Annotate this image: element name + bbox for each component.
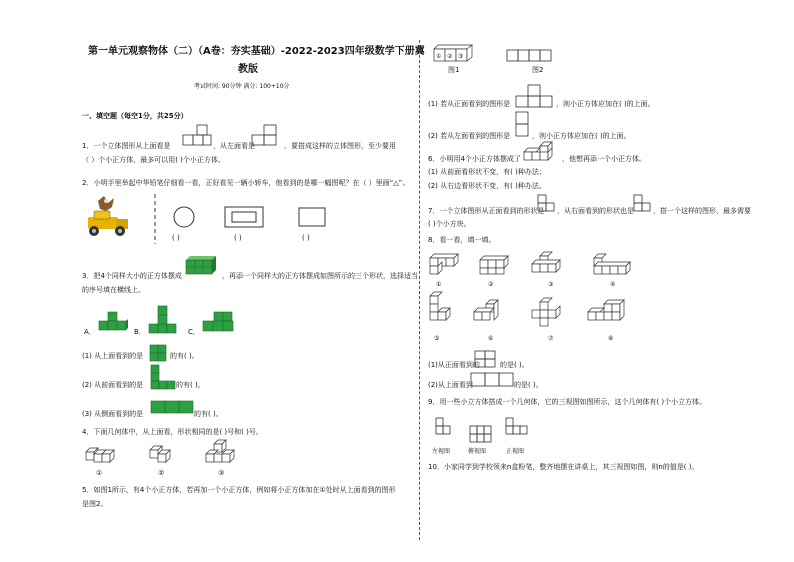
q3-text-c: 的序号填在横线上。 [82, 286, 145, 294]
q3-front-view-icon [150, 364, 176, 392]
q1-text-d: （ ）个小正方体，最多可以用( )个小正方体。 [82, 156, 225, 164]
option-a-label: A． [84, 328, 96, 336]
q5-sub2-b: ，则小正方体应加在( )的上面。 [532, 132, 631, 140]
option-b-label: B． [134, 328, 146, 336]
rectangle-option-icon [298, 207, 326, 227]
figure2-squares [506, 48, 552, 64]
exam-meta: 考试时间: 90分钟 满分: 100+10分 [194, 83, 290, 90]
q4-solid-1-cubes [84, 446, 124, 466]
q5-sub2-a: (2) 若从左面看到的图形是 [428, 132, 511, 140]
q1-text-a: 1．一个立体图形从上面看是 [82, 142, 171, 150]
q5-sub2-shape [514, 110, 534, 140]
q8-label-1: ① [436, 281, 442, 288]
q3-sub1-a: (1) 从上面看到的是 [82, 352, 144, 360]
q3-text-b: ，再添一个同样大的正方体摆成如图所示的三个形状，选择适当 [222, 272, 418, 280]
figure1-cell-2: ② [447, 53, 453, 60]
figure2-caption: 图2 [532, 66, 544, 74]
q1-text-c: ，要搭成这样的立体图形，至少要用 [284, 142, 396, 150]
shape-c-green-cubes [202, 310, 238, 336]
q4-number-1: ① [96, 469, 103, 477]
q5-text-b: 是图2。 [82, 500, 108, 508]
q8-row2-solids [428, 292, 638, 332]
q6-text-b: ，他想再添一个小正方体。 [562, 155, 646, 163]
q8-label-6: ⑥ [488, 335, 494, 342]
q7-front-view-icon [536, 194, 556, 214]
shape-b-green-cubes [148, 304, 178, 336]
q8-label-4: ④ [610, 281, 616, 288]
figure1-cell-1: ① [436, 53, 442, 60]
q8-label-2: ② [488, 281, 494, 288]
q9-three-views [434, 416, 544, 444]
q8-sub2-a: (2)从上面看到 [428, 381, 473, 389]
q7-right-view-icon [632, 194, 652, 214]
nested-rectangle-option-icon [224, 206, 264, 228]
q1-top-view-icon [182, 124, 212, 148]
q3-top-view-icon [149, 344, 169, 362]
q6-text-a: 6．小明用4个小正方体摆成了 [428, 155, 521, 163]
q8-label-7: ⑦ [548, 335, 554, 342]
dashed-separator [152, 194, 158, 244]
q7-text-d: ( )个小方块。 [428, 220, 471, 228]
q3-sub3-a: (3) 从侧面看到的是 [82, 410, 144, 418]
figure1-caption: 图1 [448, 66, 460, 74]
option-c-label: C． [188, 328, 200, 336]
q2-blank-1: ( ) [172, 234, 180, 242]
q4-text: 4．下面几何体中，从上面看，形状相同的是( )号和( )号。 [82, 428, 263, 436]
q9-left-view-caption: 左视图 [432, 448, 451, 455]
page-title-line2: 教版 [238, 64, 258, 75]
section-heading: 一、填空题（每空1分，共25分） [82, 112, 188, 120]
q8-sub2-b: 的是( )。 [514, 381, 543, 389]
q2-blank-2: ( ) [234, 234, 242, 242]
q6-sub1: (1) 从前面看形状不变，有( )种办法； [428, 168, 546, 176]
q9-top-view-caption: 俯视图 [468, 448, 487, 455]
q8-sub1-a: (1)从正面看到的 [428, 361, 480, 369]
q1-left-view-icon [250, 124, 280, 148]
q7-text-c: ，搭一个这样的图形，最多需要 [653, 207, 751, 215]
q8-label-5: ⑤ [434, 335, 440, 342]
q3-sub2-a: (2) 从前面看到的是 [82, 381, 144, 389]
column-divider [419, 40, 420, 540]
shape-a-green-cubes [98, 310, 128, 336]
q8-text: 8．看一看，填一填。 [428, 236, 496, 244]
q10-text: 10．小家同学到学校领来n盒粉笔，整齐地摆在讲桌上，其三视图如图，则n的值是( )。 [428, 463, 699, 471]
q3-text-a: 3．把4个同样大小的正方体摆成 [82, 272, 182, 280]
q7-text-b: ，从右面看到的形状也是 [557, 207, 634, 215]
q3-sub2-b: 的有( )。 [176, 381, 205, 389]
q7-text-a: 7．一个立体图形从正面看到的形状是 [428, 207, 545, 215]
q8-label-3: ③ [548, 281, 554, 288]
q6-sub2: (2) 从右边看形状不变，有( )种办法。 [428, 182, 546, 190]
q4-number-2: ② [158, 469, 165, 477]
q3-sub3-b: 的有( )。 [194, 410, 223, 418]
q6-cubes-icon [522, 142, 562, 162]
q8-top-view-shape [470, 372, 514, 388]
q5-sub1-b: ，则小正方体应加在( )的上面。 [556, 100, 655, 108]
q2-blank-3: ( ) [302, 234, 310, 242]
q2-text: 2．小明手里举起中华铅笔仔细看一看，正好看见一辆小轿车，他看到的是哪一幅图呢？在（ ）里画“△”。 [82, 179, 410, 187]
four-green-cubes-icon [186, 256, 218, 276]
q1-text-b: ，从左面看是 [213, 142, 255, 150]
q8-sub1-b: 的是( )。 [500, 361, 529, 369]
q8-label-8: ⑧ [608, 335, 614, 342]
q3-sub1-b: 的有( )。 [170, 352, 199, 360]
car-with-eagle-image [80, 195, 140, 241]
circle-option-icon [172, 205, 196, 229]
q8-row1-solids [428, 252, 638, 278]
q5-sub1-shape [514, 84, 554, 108]
q3-side-view-icon [150, 400, 194, 414]
q4-solid-2-cubes [146, 446, 176, 466]
q9-front-view-caption: 正视图 [506, 448, 525, 455]
figure1-cell-3: ③ [458, 53, 464, 60]
q8-front-view-shape [474, 350, 498, 368]
q5-text-a: 5．如图1所示，有4个小正方体，若再加一个小正方体，例如将小正方体加在①处时从上面看到的图形 [82, 486, 396, 494]
q9-text: 9．用一些小立方体搭成一个几何体，它的三视图如图所示，这个几何体有( )个小立方体。 [428, 398, 707, 406]
q5-sub1-a: (1) 若从正面看到的图形是 [428, 100, 511, 108]
page-title-line1: 第一单元观察物体（二）（A卷：夯实基础）-2022-2023四年级数学下册冀 [88, 46, 425, 57]
q4-number-3: ③ [218, 469, 225, 477]
q4-solid-3-cubes [204, 440, 236, 466]
